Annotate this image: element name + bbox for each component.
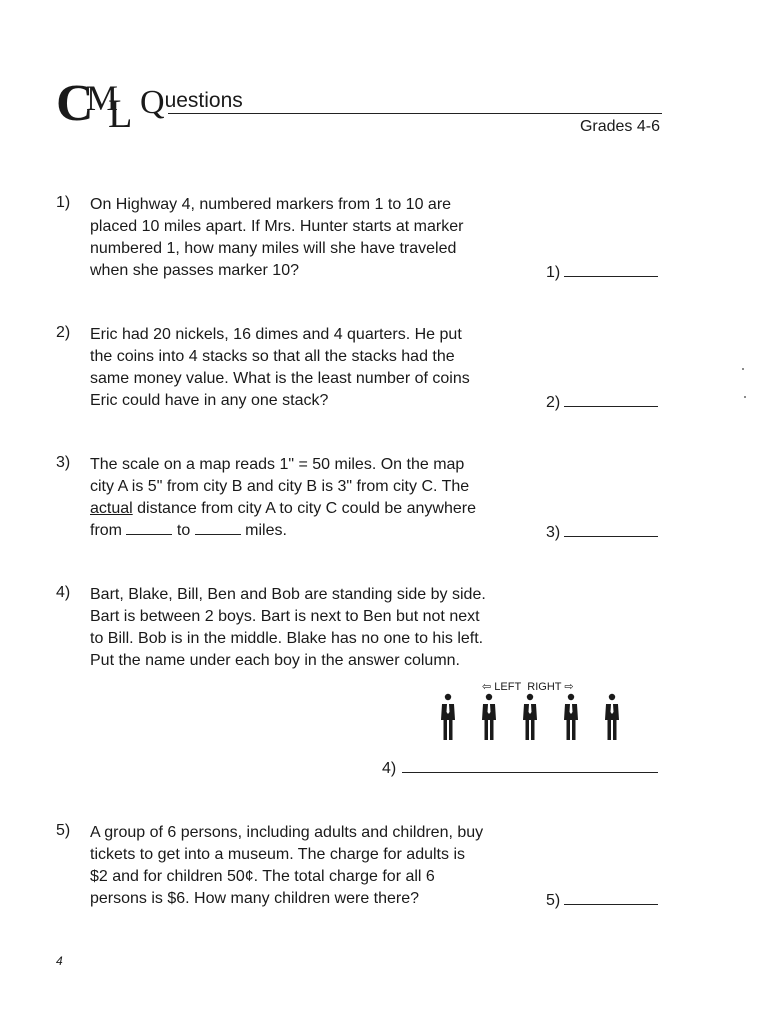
- question-line: On Highway 4, numbered markers from 1 to 10 are: [90, 196, 452, 213]
- question-line: same money value. What is the least number of coins: [90, 370, 470, 387]
- answer-5-blank[interactable]: [564, 888, 658, 905]
- answer-4-blank[interactable]: [402, 756, 658, 773]
- logo-letter-c: C: [56, 75, 94, 132]
- boys-figures: [434, 692, 634, 744]
- boy-figure-icon: [564, 694, 578, 740]
- question-line: Eric had 20 nickels, 16 dimes and 4 quarters. He put: [90, 326, 462, 343]
- boy-figure-icon: [441, 694, 455, 740]
- scan-speck: [744, 396, 746, 398]
- underlined-word: actual: [90, 500, 133, 517]
- answer-label: 4): [382, 760, 397, 777]
- line-segment: from: [90, 522, 127, 539]
- title-rest: uestions: [164, 89, 243, 112]
- question-line: the coins into 4 stacks so that all the stacks had the: [90, 348, 455, 365]
- question-1-number: 1): [56, 194, 71, 211]
- answer-1: [546, 260, 658, 282]
- scan-speck: [742, 368, 744, 370]
- question-line: placed 10 miles apart. If Mrs. Hunter starts at marker: [90, 218, 464, 235]
- boy-figure-icon: [482, 694, 496, 740]
- question-line: A group of 6 persons, including adults and children, buy: [90, 824, 484, 841]
- question-2-text: [90, 324, 530, 412]
- from-blank[interactable]: [126, 520, 172, 535]
- question-5-number: 5): [56, 822, 71, 839]
- question-line: $2 and for children 50¢. The total charge for all 6: [90, 868, 435, 885]
- question-2-number: 2): [56, 324, 71, 341]
- answer-4: [382, 756, 658, 778]
- question-line: Bart, Blake, Bill, Ben and Bob are standing side by side.: [90, 586, 486, 603]
- question-5-text: [90, 822, 530, 910]
- question-3-text: [90, 454, 530, 542]
- right-label: RIGHT ⇨: [527, 681, 574, 693]
- question-line: [90, 498, 530, 520]
- line-rest: distance from city A to city C could be anywhere: [132, 500, 476, 517]
- answer-label: 5): [546, 892, 561, 909]
- question-1-text: [90, 194, 530, 282]
- answer-label: 3): [546, 524, 561, 541]
- question-line: numbered 1, how many miles will she have traveled: [90, 240, 457, 257]
- page-number: 4: [56, 954, 63, 968]
- question-line: Bart is between 2 boys. Bart is next to Ben but not next: [90, 608, 480, 625]
- boy-figure-icon: [605, 694, 619, 740]
- answer-2: [546, 390, 658, 412]
- question-4-text: [90, 584, 530, 672]
- question-line: Put the name under each boy in the answer column.: [90, 652, 460, 669]
- to-blank[interactable]: [195, 520, 241, 535]
- question-line: persons is $6. How many children were there?: [90, 890, 420, 907]
- cml-logo: [56, 75, 136, 136]
- line-segment: to: [172, 522, 195, 539]
- logo-letter-l: L: [108, 91, 133, 136]
- answer-5: [546, 888, 658, 910]
- answer-2-blank[interactable]: [564, 390, 658, 407]
- grade-level: Grades 4-6: [579, 118, 660, 135]
- question-3-number: 3): [56, 454, 71, 471]
- question-4-number: 4): [56, 584, 71, 601]
- boy-figure-icon: [523, 694, 537, 740]
- left-label: ⇦ LEFT: [482, 681, 522, 693]
- question-line: tickets to get into a museum. The charge for adults is: [90, 846, 465, 863]
- answer-label: 1): [546, 264, 561, 281]
- line-segment: miles.: [240, 522, 287, 539]
- answer-3-blank[interactable]: [564, 520, 658, 537]
- logo-letter-m: M: [86, 78, 119, 118]
- title-initial: Q: [140, 84, 165, 121]
- answer-label: 2): [546, 394, 561, 411]
- question-line: [90, 520, 530, 542]
- header-rule: [168, 113, 662, 114]
- question-line: when she passes marker 10?: [90, 262, 299, 279]
- question-line: to Bill. Bob is in the middle. Blake has no one to his left.: [90, 630, 484, 647]
- question-line: Eric could have in any one stack?: [90, 392, 329, 409]
- question-line: The scale on a map reads 1" = 50 miles. On the map: [90, 456, 465, 473]
- question-line: city A is 5" from city B and city B is 3" from city C. The: [90, 478, 470, 495]
- answer-1-blank[interactable]: [564, 260, 658, 277]
- answer-3: [546, 520, 658, 542]
